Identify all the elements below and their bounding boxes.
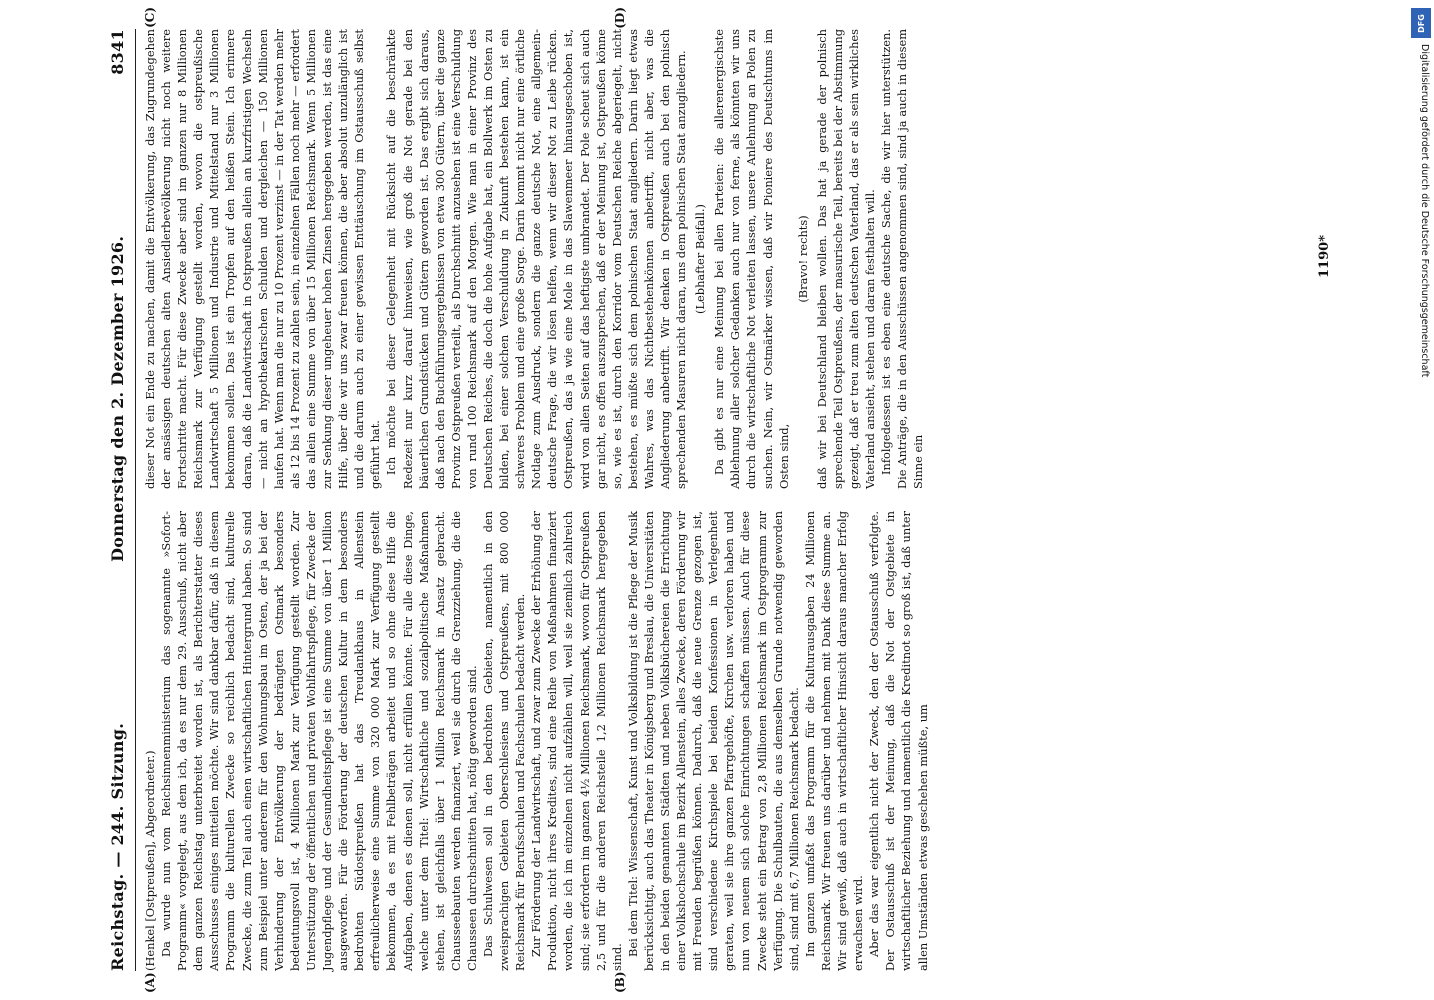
margin-marker-a: (A)	[143, 972, 157, 993]
page-footer-number: 1190*	[1317, 235, 1332, 278]
margin-marker-d: (D)	[613, 7, 627, 29]
margin-marker-b: (B)	[613, 971, 627, 993]
paragraph: Ich möchte bei dieser Gelegenheit mit Rücksicht auf die beschränkte Redezeit nur kurz darauf hinweisen, wie groß die Not gerade bei den bäuerlichen Grundstücken und Gütern geworden ist. Das ergibt sich daraus, daß nach den Buchführungsergebnissen von etwa 300 Gütern, über die ganze Provinz Ostpreußen verteilt, als Durchschnitt anzusehen ist eine Verschuldung von rund 100 Reichsmark auf den Morgen. Wie man in einer Provinz des Deutschen Reiches, die doch die hohe Aufgabe hat, ein Bollwerk im Osten zu bilden, bei einer solchen Verschuldung in Zukunft bestehen kann, ist ein schweres Problem und eine große Sorge. Darin kommt nicht nur eine örtliche Notlage zum Ausdruck, sondern die ganze deutsche Not, eine allgemein-deutsche Frage, die wir lösen helfen, wenn wir dieser Not zu Leibe rücken. Ostpreußen, das ja wie eine Mole in das Slawenmeer hinausgeschoben ist, wird von allen Seiten auf das heftigste umbrandet. Der Pole scheut sich auch gar nicht, es offen auszusprechen, daß er der Meinung ist, Ostpreußen könne so, wie es ist, durch den Korridor vom Deutschen Reiche abgeriegelt, nicht bestehen, es müßte sich dem polnischen Staat angliedern. Darin liegt etwas Wahres, was das Nichtbestehenkönnen anbetrifft, nicht aber, was die Angliederung anbetrifft. Wir denken in Ostpreußen auch bei den polnisch sprechenden Masuren nicht daran, uns dem polnischen Staat anzugliedern.	[384, 29, 689, 489]
header-date: Donnerstag den 2. Dezember 1926.	[108, 235, 127, 562]
header-left: Reichstag. — 244. Sitzung.	[108, 722, 127, 971]
digitization-notice: Digitalisierung gefördert durch die Deutsche Forschungsgemeinschaft	[1419, 44, 1430, 378]
dfg-logo: DFG	[1411, 8, 1431, 38]
paragraph: Bei dem Titel: Wissenschaft, Kunst und Volksbildung ist die Pflege der Musik berücksichtigt, auch das Theater in Königsberg und Breslau, die Universitäten in den beiden genannten Städten und neben Volksbüchereien die Errichtung einer Volkshochschule im Bezirk Allenstein, alles Zwecke, deren Förderung wir mit Freuden begrüßen können. Dadurch, daß die neue Grenze gezogen ist, sind verschiedene Kirchspiele bei beiden Konfessionen in Verlegenheit geraten, weil sie ihre ganzen Pfarrgehöfte, Kirchen usw. verloren haben und nun von neuem sich solche Einrichtungen schaffen müssen. Auch für diese Zwecke steht ein Betrag von 2,8 Millionen Reichsmark im Ostprogramm zur Verfügung. Die Schulbauten, die aus demselben Grunde notwendig geworden sind, sind mit 6,7 Millionen Reichsmark bedacht.	[625, 511, 801, 971]
paragraph: Da gibt es nur eine Meinung bei allen Parteien: die allerenergischste Ablehnung aller solcher Gedanken auch nur von ferne, als könnten wir uns durch die wirtschaftliche Not verleiten lassen, unsere Anlehnung an Polen zu suchen. Nein, wir Ostmärker wissen, daß wir Pioniere des Deutschtums im Osten sind,	[712, 29, 791, 489]
paragraph: Zur Förderung der Landwirtschaft, und zwar zum Zwecke der Erhöhung der Produktion, nicht ihres Kredites, sind eine Reihe von Maßnahmen finanziert worden, die ich im einzelnen nicht aufzählen will, weil sie ziemlich zahlreich sind; sie erfordern im ganzen 4½ Millionen Reichsmark, wovon für Ostpreußen 2,5 und für die anderen Reichsteile 1,2 Millionen Reichsmark hergegeben sind.	[529, 511, 624, 971]
margin-marker-c: (C)	[143, 7, 157, 28]
paragraph: Im ganzen umfaßt das Programm für die Kulturausgaben 24 Millionen Reichsmark. Wir freuen uns darüber und nehmen mit Dank diese Summe an. Wir sind gewiß, daß auch in wirtschaftlicher Hinsicht daraus mancher Erfolg erwachsen wird.	[802, 511, 866, 971]
text-columns	[142, 7, 931, 993]
page-number: 8341	[108, 29, 127, 75]
page-header	[108, 29, 136, 971]
paragraph: dieser Not ein Ende zu machen, damit die Entvölkerung, das Zugrundegehen der ansässigen deutschen alten Ansiedlerbevölkerung nicht noch weitere Fortschritte macht. Für diese Zwecke aber sind im ganzen nur 8 Millionen Reichsmark zur Verfügung gestellt worden, wovon die ostpreußische Landwirtschaft 5 Millionen und Industrie und Mittelstand nur 3 Millionen bekommen sollen. Das ist ein Tropfen auf den heißen Stein. Ich erinnere daran, daß die Landwirtschaft in Ostpreußen allein an kurzfristigen Wechseln — nicht an hypothekarischen Schulden und dergleichen — 150 Millionen laufen hat. Wenn man die nur zu 10 Prozent verzinst — in der Tat werden mehr als 12 bis 14 Prozent zu zahlen sein, in einzelnen Fällen noch mehr — erfordert das allein eine Summe von über 15 Millionen Reichsmark. Wenn 5 Millionen zur Senkung dieser ungeheuer hohen Zinsen hergegeben werden, ist das eine Hilfe, über die wir uns zwar freuen können, die aber absolut unzulänglich ist und die darum auch zu einer gewissen Enttäuschung im Ostausschuß selbst geführt hat.	[143, 29, 383, 489]
rotated-page	[100, 7, 1350, 993]
speaker-line: (Henkel [Ostpreußen], Abgeordneter.)	[143, 750, 157, 971]
paragraph: Infolgedessen ist es eben eine deutsche Sache, die wir hier unterstützen. Die Anträge, die in den Ausschüssen angenommen sind, sind ja auch in diesem Sinne ein	[879, 29, 926, 489]
left-column	[142, 511, 931, 993]
interjection: (Lebhafter Beifall.)	[693, 204, 708, 314]
interjection: (Bravo! rechts)	[795, 215, 810, 303]
paragraph: Das Schulwesen soll in den bedrohten Gebieten, namentlich in den zweisprachigen Gebieten Oberschlesiens und Ostpreußens, mit 800 000 Reichsmark für Berufsschulen und Fachschulen bedacht werden.	[480, 511, 528, 971]
paragraph: daß wir bei Deutschland bleiben wollen. Das hat ja gerade der polnisch sprechende Teil Ostpreußens, der masurische Teil, bereits bei der Abstimmung gezeigt, daß er treu zum alten deutschen Vaterland, das er als sein wirkliches Vaterland ansieht, stehen und daran festhalten will.	[814, 29, 878, 489]
paragraph: Aber das war eigentlich nicht der Zweck, den der Ostausschuß verfolgte. Der Ostausschuß ist der Meinung, daß die Not der Ostgebiete in wirtschaftlicher Beziehung und namentlich die Kreditnot so groß ist, daß unter allen Umständen etwas geschehen müßte, um	[867, 511, 930, 971]
paragraph: Da wurde nun vom Reichsinnenministerium das sogenannte »Sofort-Programm« vorgelegt, aus dem ich, da es nur dem 29. Ausschuß, nicht aber dem ganzen Reichstag unterbreitet worden ist, als Berichterstatter dieses Ausschusses einiges mitteilen möchte. Wir sind dankbar dafür, daß in diesem Programm die kulturellen Zwecke so reichlich bedacht sind, kulturelle Zwecke, die zum Teil auch einen wirtschaftlichen Hintergrund haben. So sind zum Beispiel unter anderem für den Wohnungsbau im Osten, der ja bei der Verhinderung der Entvölkerung der bedrängten Ostmark besonders bedeutungsvoll ist, 4 Millionen Mark zur Verfügung gestellt worden. Zur Unterstützung der öffentlichen und privaten Wohlfahrtspflege, für Zwecke der Jugendpflege und der Gesundheitspflege ist eine Summe von über 1 Million ausgeworfen. Für die Förderung der deutschen Kultur in dem besonders bedrohten Südostpreußen hat das Treudankhaus in Allenstein erfreulicherweise eine Summe von 320 000 Mark zur Verfügung gestellt bekommen, da es mit Fehlbeträgen arbeitet und so ohne diese Hilfe die Aufgaben, denen es dienen soll, nicht erfüllen könnte. Für alle diese Dinge, welche unter dem Titel: Wirtschaftliche und sozialpolitische Maßnahmen stehen, ist gleichfalls über 1 Million Reichsmark in Ansatz gebracht. Chausseebauten werden finanziert, weil sie durch die Grenzziehung, die die Chausseen durchschnitten hat, nötig geworden sind.	[159, 511, 479, 971]
right-column	[142, 7, 931, 489]
